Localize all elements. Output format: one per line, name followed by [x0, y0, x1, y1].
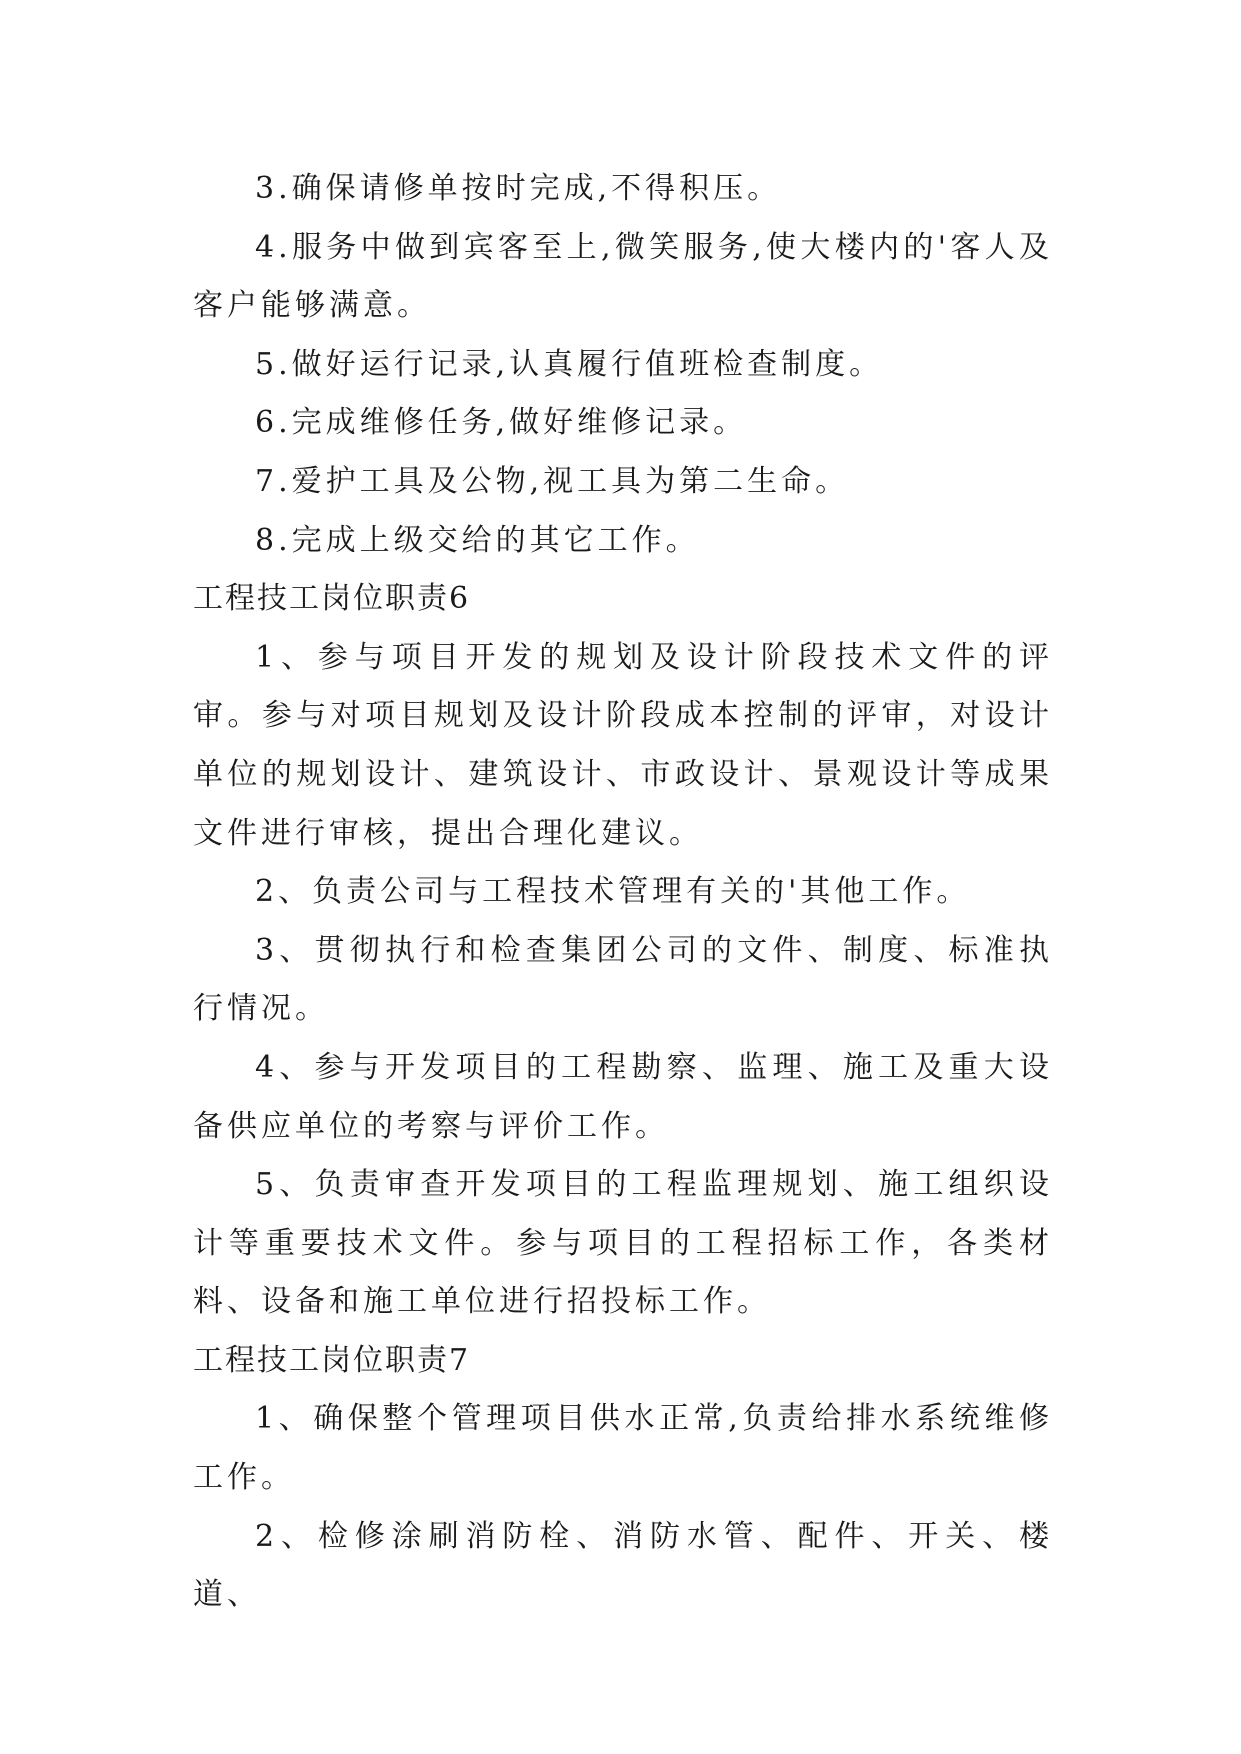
paragraph-item-8: 8.完成上级交给的其它工作。: [255, 522, 700, 558]
paragraph-item-5: 5.做好运行记录,认真履行值班检查制度。: [255, 346, 884, 382]
paragraph-s6-item-4: 4、参与开发项目的工程勘察、监理、施工及重大设备供应单位的考察与评价工作。: [193, 1049, 1053, 1144]
section-heading-6: 工程技工岗位职责6: [193, 581, 471, 617]
paragraph-item-6: 6.完成维修任务,做好维修记录。: [255, 405, 748, 441]
section-heading-7: 工程技工岗位职责7: [193, 1342, 471, 1378]
paragraph-s7-item-1: 1、确保整个管理项目供水正常,负责给排水系统维修工作。: [193, 1401, 1053, 1496]
paragraph-item-7: 7.爱护工具及公物,视工具为第二生命。: [255, 463, 850, 499]
paragraph-s6-item-3: 3、贯彻执行和检查集团公司的文件、制度、标准执行情况。: [193, 932, 1053, 1027]
paragraph-s6-item-1: 1、参与项目开发的规划及设计阶段技术文件的评审。参与对项目规划及设计阶段成本控制的评审，对设计单位的规划设计、建筑设计、市政设计、景观设计等成果文件进行审核，提出合理化建议。: [193, 639, 1053, 851]
paragraph-item-3: 3.确保请修单按时完成,不得积压。: [255, 171, 782, 206]
paragraph-item-4: 4.服务中做到宾客至上,微笑服务,使大楼内的'客人及客户能够满意。: [193, 229, 1053, 324]
paragraph-s7-item-2: 2、检修涂刷消防栓、消防水管、配件、开关、楼道、: [193, 1518, 1053, 1613]
document-body: [193, 160, 1053, 1625]
paragraph-s6-item-2: 2、负责公司与工程技术管理有关的'其他工作。: [255, 874, 971, 910]
paragraph-s6-item-5: 5、负责审查开发项目的工程监理规划、施工组织设计等重要技术文件。参与项目的工程招标工作，各类材料、设备和施工单位进行招投标工作。: [193, 1167, 1053, 1320]
